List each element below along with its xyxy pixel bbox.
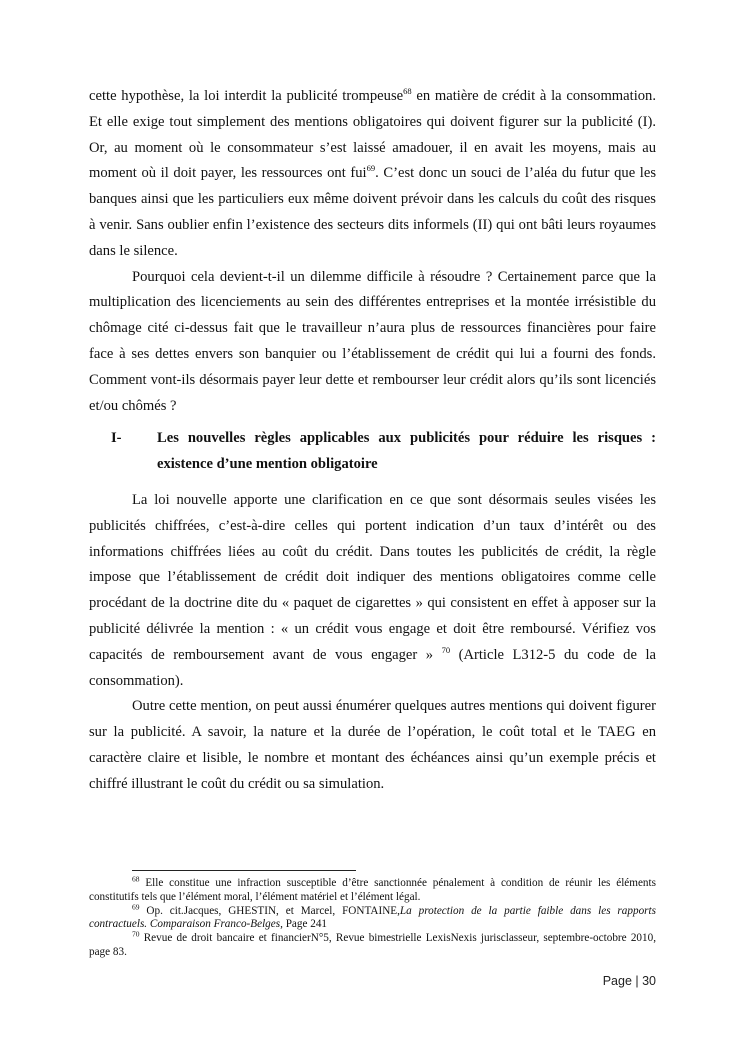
paragraph-3 bbox=[89, 488, 656, 694]
footnote-ref-69[interactable]: 69 bbox=[366, 163, 376, 174]
footnote-69 bbox=[89, 901, 656, 933]
section-title: Les nouvelles règles applicables aux publicités pour réduire les risques : existence d’une mention obligatoire bbox=[157, 430, 656, 473]
paragraph-1-text-a: cette hypothèse, la loi interdit la publicité trompeuse bbox=[89, 88, 404, 104]
section-heading bbox=[89, 426, 656, 478]
footnote-ref-68[interactable]: 68 bbox=[403, 86, 412, 97]
footnote-number: 69 bbox=[132, 901, 140, 911]
footnotes-section bbox=[89, 870, 656, 960]
paragraph-1 bbox=[89, 84, 656, 265]
footnote-70 bbox=[89, 929, 656, 960]
section-number: I- bbox=[111, 430, 122, 447]
footnote-number: 68 bbox=[132, 874, 140, 884]
footnote-number: 70 bbox=[132, 929, 140, 939]
footnote-separator bbox=[132, 870, 356, 871]
footnote-text: Elle constitue une infraction susceptible d’être sanctionnée pénalement à condition de réunir les éléments constitutifs tels que l’élément moral, l’élément matériel et l’élément légal. bbox=[89, 877, 656, 903]
footnote-text: Revue de droit bancaire et financierN°5, Revue bimestrielle LexisNexis jurisclasseur, septembre-octobre 2010, page 83. bbox=[89, 932, 656, 958]
page-number: Page | 30 bbox=[602, 974, 656, 988]
footnote-68 bbox=[89, 874, 656, 905]
body-text bbox=[89, 84, 656, 798]
footnote-text: Page 241 bbox=[282, 918, 328, 931]
paragraph-3-text-a: La loi nouvelle apporte une clarification en ce que sont désormais seules visées les publicités chiffrées, c’est-à-dire celles qui portent indication d’un taux d’intérêt ou des informations chiffrées liées au coût du crédit. Dans toutes les publicités de crédit, la règle impose que l’établissement de crédit doit indiquer des mentions obligatoires comme celle procédant de la doctrine dite du « paquet de cigarettes » qui consistent en effet à apposer sur la publicité délivrée la mention : « un crédit vous engage et doit être remboursé. Vérifiez vos capacités de remboursement avant de vous engager » bbox=[89, 491, 656, 663]
paragraph-3-text-b: (Article L312-5 du code de la consommation). bbox=[89, 646, 656, 689]
paragraph-4: Outre cette mention, on peut aussi énumérer quelques autres mentions qui doivent figurer sur la publicité. A savoir, la nature et la durée de l’opération, le coût total et le TAEG en caractère claire et lisible, le nombre et montant des échéances ainsi qu’un exemple précis et chiffré illustrant le coût du crédit ou sa simulation. bbox=[89, 698, 656, 792]
paragraph-2: Pourquoi cela devient-t-il un dilemme difficile à résoudre ? Certainement parce que la multiplication des licenciements au sein des différentes entreprises et la montée irrésistible du chômage cité ci-dessus fait que le travailleur n’aura plus de ressources financières pour faire face à ses dettes envers son banquier ou l’établissement de crédit qui lui a fourni des fonds. Comment vont-ils désormais payer leur dette et rembourser leur crédit alors qu’ils sont licenciés et/ou chômés ? bbox=[89, 268, 656, 414]
footnote-text: Op. cit.Jacques, GHESTIN, et Marcel, FONTAINE, bbox=[139, 904, 400, 917]
paragraph-1-text-c: . C’est donc un souci de l’aléa du futur que les banques ainsi que les particuliers eux même doivent prévoir dans les calculs du coût des risques à venir. Sans oublier enfin l’existence des secteurs dits informels (II) qui ont bâti leurs royaumes dans le silence. bbox=[89, 165, 657, 259]
paragraph-1-text-b: en matière de crédit à la consommation. Et elle exige tout simplement des mentions obligatoires qui doivent figurer sur la publicité (I). Or, au moment où le consommateur s’est laissé amadouer, il en avait les moyens, mais au moment où il doit payer, les ressources ont fui bbox=[89, 88, 656, 182]
footnote-book-title: La protection de la partie faible dans les rapports contractuels. Comparaison Franco-Belges, bbox=[89, 904, 656, 931]
footnote-ref-70[interactable]: 70 bbox=[441, 644, 451, 655]
